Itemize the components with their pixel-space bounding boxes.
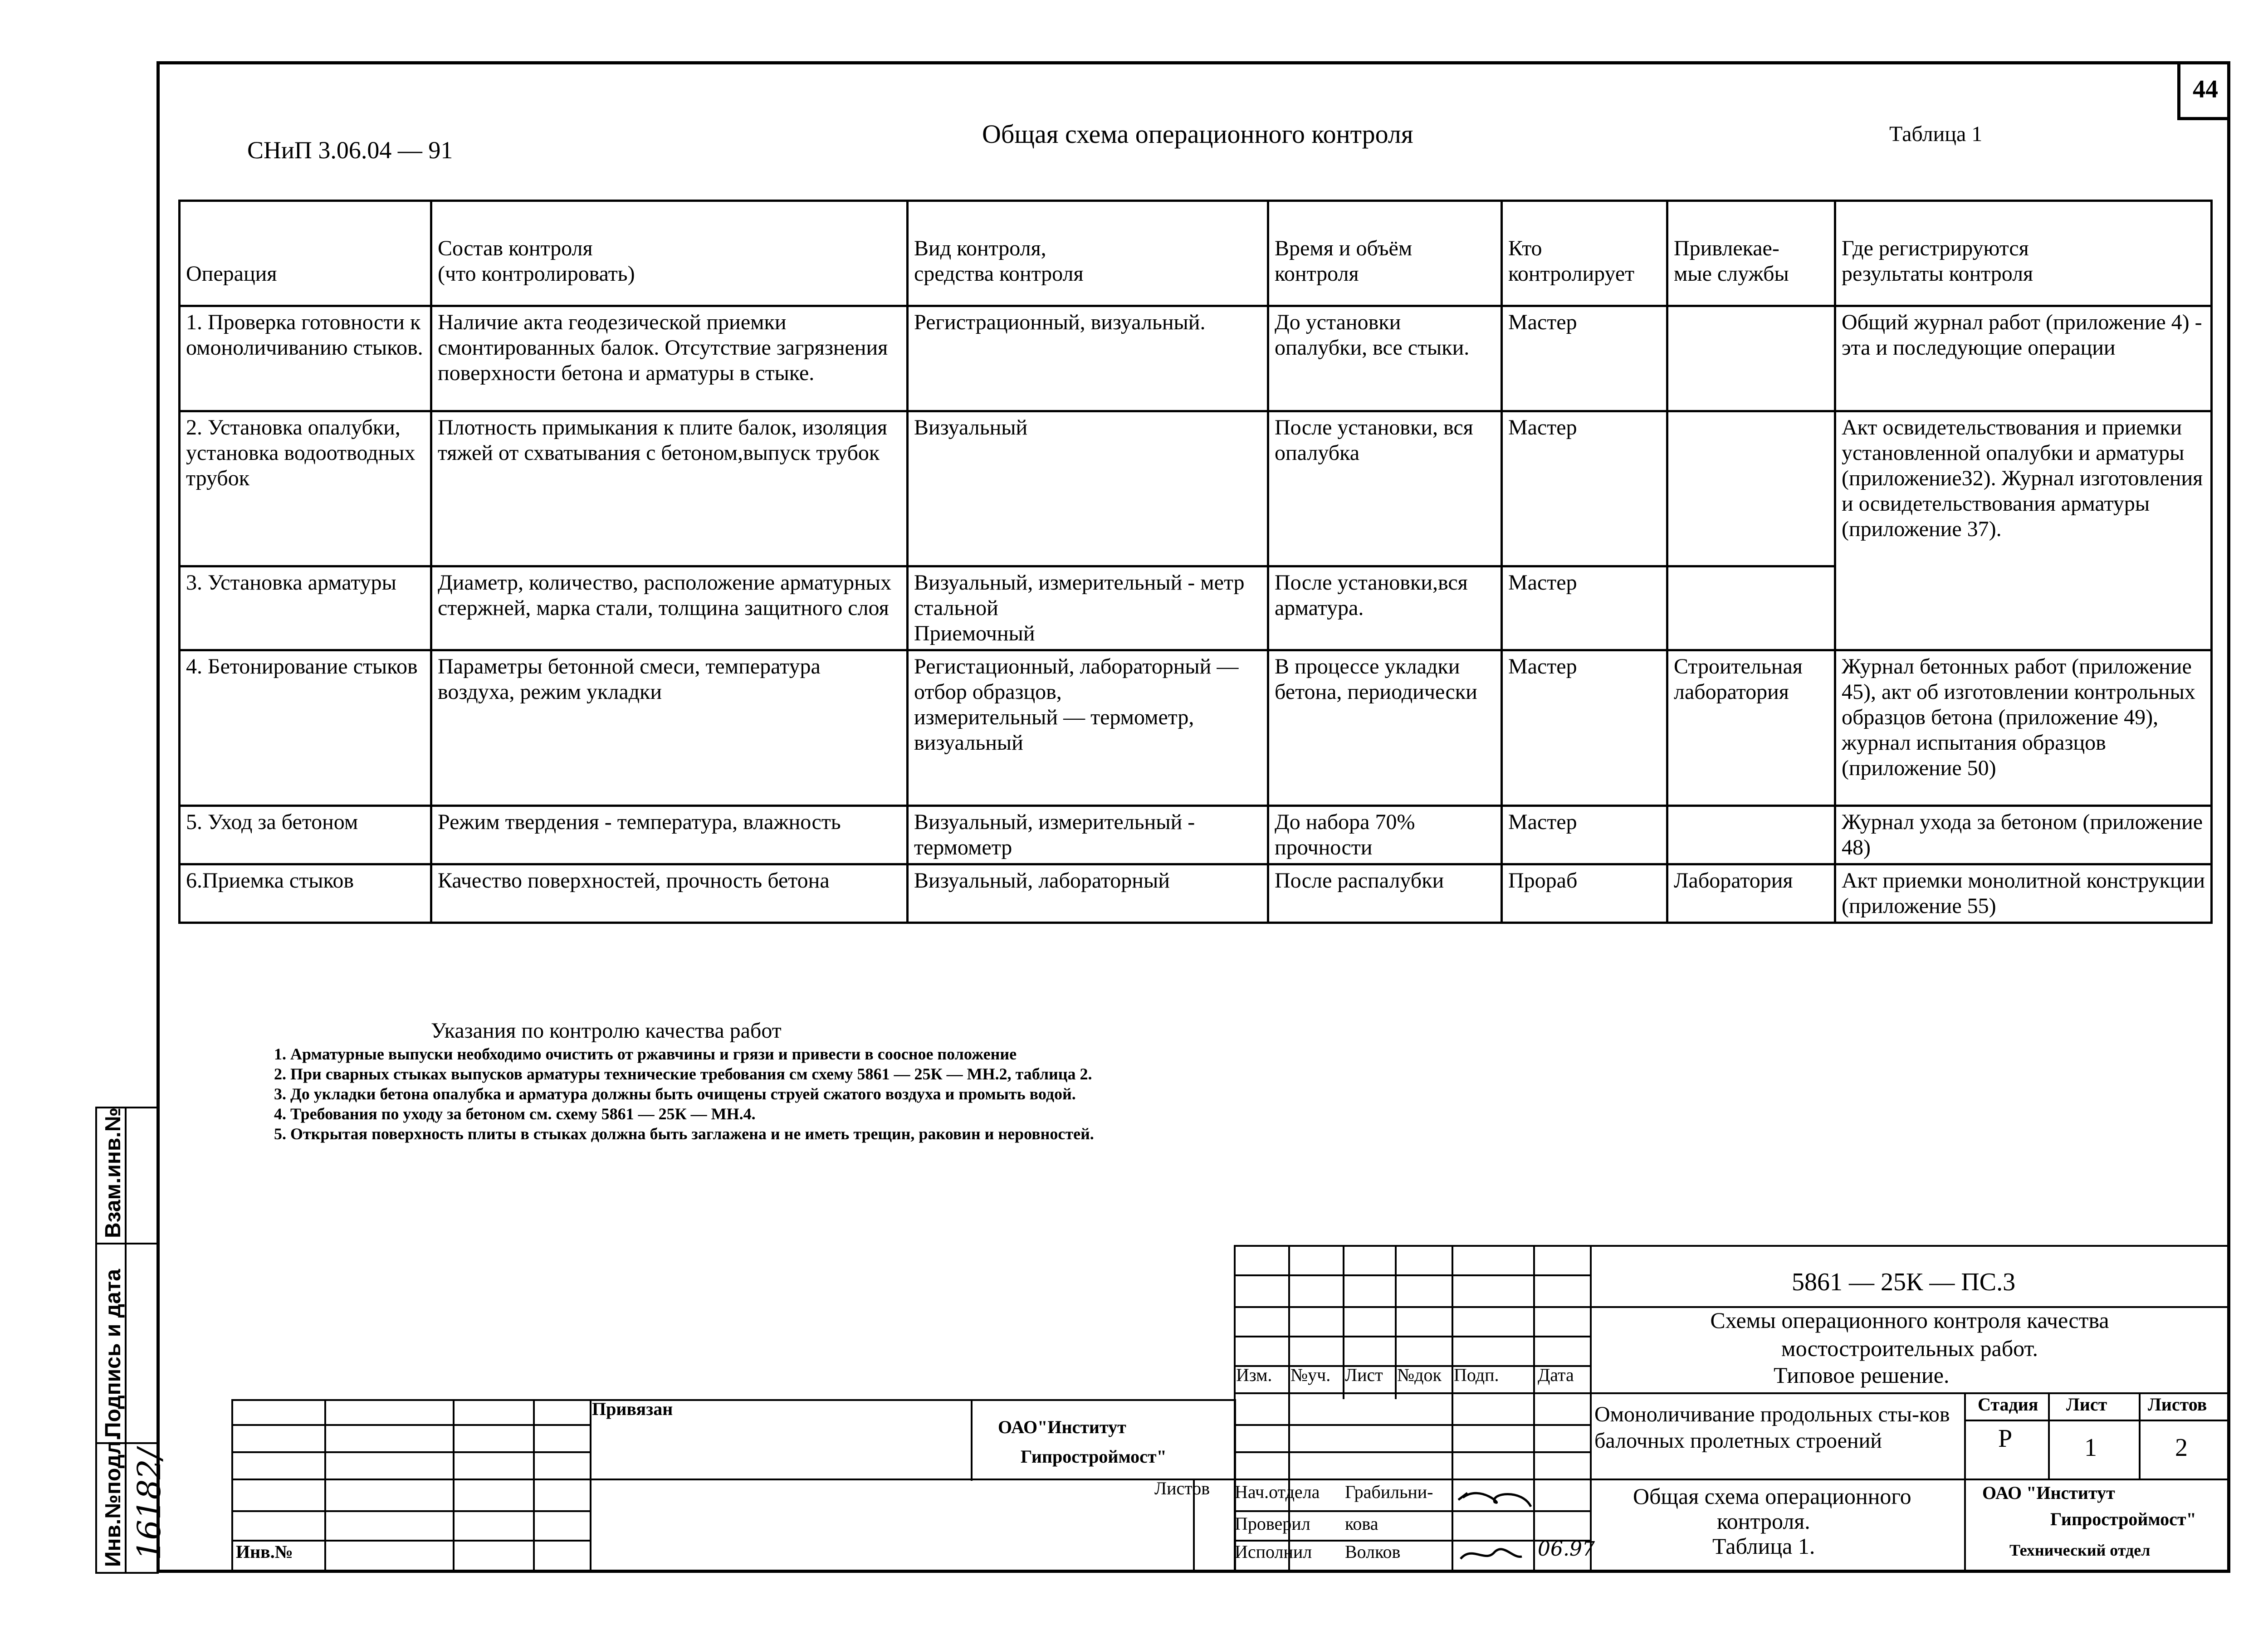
page-title: Общая схема операционного контроля bbox=[982, 119, 1413, 149]
table-cell: Журнал ухода за бетоном (приложение 48) bbox=[1835, 806, 2212, 864]
sheet-label: Лист bbox=[2066, 1394, 2107, 1415]
note-item: 3. До укладки бетона опалубка и арматура должны быть очищены струей сжатого воздуха и промыть водой. bbox=[290, 1084, 1261, 1104]
role-name: Волков bbox=[1345, 1542, 1401, 1562]
table-row bbox=[180, 306, 2212, 411]
doc-title-line2: контроля. bbox=[1717, 1508, 1810, 1534]
table-label: Таблица 1 bbox=[1889, 122, 1983, 146]
table-cell: Мастер bbox=[1502, 306, 1667, 411]
note-item: 4. Требования по уходу за бетоном см. схему 5861 — 25К — МН.4. bbox=[290, 1104, 1261, 1124]
series-title: Схемы операционного контроля качества мостостроительных работ. bbox=[1710, 1308, 2109, 1361]
notes-list bbox=[263, 1044, 1261, 1144]
bind-org-line1: ОАО"Институт bbox=[998, 1417, 1126, 1437]
table-cell: После распалубки bbox=[1268, 864, 1502, 923]
table-cell: Мастер bbox=[1502, 806, 1667, 864]
column-header: Операция bbox=[180, 201, 431, 306]
role-label: Нач.отдела bbox=[1235, 1482, 1320, 1502]
role-name: кова bbox=[1345, 1513, 1378, 1534]
bind-listov-label: Листов bbox=[1154, 1478, 1210, 1498]
privyazan-label: Привязан bbox=[592, 1399, 673, 1419]
table-cell: Строительная лаборатория bbox=[1667, 650, 1835, 806]
table-cell: До установки опалубки, все стыки. bbox=[1268, 306, 1502, 411]
column-header: Привлекае- мые службы bbox=[1667, 201, 1835, 306]
table-cell: Визуальный bbox=[908, 411, 1268, 566]
note-item: 2. При сварных стыках выпусков арматуры технические требования см схему 5861 — 25К — МН.2, таблица 2. bbox=[290, 1064, 1261, 1084]
table-cell: Регистационный, лабораторный — отбор образцов, измерительный — термометр, визуальный bbox=[908, 650, 1268, 806]
inv-number: 16182/ bbox=[131, 1448, 168, 1560]
sheets-label: Листов bbox=[2148, 1394, 2207, 1415]
table-cell: Режим твердения - температура, влажность bbox=[431, 806, 908, 864]
note-item: 1. Арматурные выпуски необходимо очистить от ржавчины и грязи и привести в соосное положение bbox=[290, 1044, 1261, 1064]
column-header: Кто контролирует bbox=[1502, 201, 1667, 306]
table-row bbox=[180, 411, 2212, 566]
doc-title-line3: Таблица 1. bbox=[1712, 1533, 1815, 1559]
table-row bbox=[180, 650, 2212, 806]
table-cell: Наличие акта геодезической приемки смонтированных балок. Отсутствие загрязнения поверхности бетона и арматуры в стыке. bbox=[431, 306, 908, 411]
table-cell: После установки, вся опалубка bbox=[1268, 411, 1502, 566]
table-cell: 2. Установка опалубки, установка водоотводных трубок bbox=[180, 411, 431, 566]
role-label: Проверил bbox=[1235, 1513, 1310, 1534]
rev-header: Дата bbox=[1538, 1365, 1574, 1385]
table-cell: 6.Приемка стыков bbox=[180, 864, 431, 923]
table-cell: Визуальный, измерительный - метр стальной Приемочный bbox=[908, 566, 1268, 650]
rev-header: Подп. bbox=[1454, 1365, 1499, 1385]
sheet-value: 1 bbox=[2084, 1434, 2097, 1462]
table-cell: Регистрационный, визуальный. bbox=[908, 306, 1268, 411]
control-table bbox=[178, 200, 2213, 924]
table-cell: Лаборатория bbox=[1667, 864, 1835, 923]
table-cell: 4. Бетонирование стыков bbox=[180, 650, 431, 806]
doc-title-line1: Общая схема операционного bbox=[1633, 1483, 1911, 1509]
table-cell: 3. Установка арматуры bbox=[180, 566, 431, 650]
role-date: 06.97 bbox=[1538, 1537, 1595, 1561]
table-cell: Акт освидетельствования и приемки установленной опалубки и арматуры (приложение32). Журнал изготовления и освидетельствования арматуры (приложение 37). bbox=[1835, 411, 2212, 650]
table-cell: Мастер bbox=[1502, 650, 1667, 806]
sheets-value: 2 bbox=[2175, 1434, 2188, 1462]
note-item: 5. Открытая поверхность плиты в стыках должна быть заглажена и не иметь трещин, раковин и неровностей. bbox=[290, 1124, 1261, 1144]
column-header: Вид контроля, средства контроля bbox=[908, 201, 1268, 306]
column-header: Время и объём контроля bbox=[1268, 201, 1502, 306]
table-cell: Параметры бетонной смеси, температура воздуха, режим укладки bbox=[431, 650, 908, 806]
table-cell: Мастер bbox=[1502, 566, 1667, 650]
signatures-svg bbox=[1454, 1479, 1590, 1572]
signature-mark bbox=[1461, 1549, 1522, 1559]
table-cell: Акт приемки монолитной конструкции (приложение 55) bbox=[1835, 864, 2212, 923]
role-label: Исполнил bbox=[1235, 1542, 1312, 1562]
inv-podl-label: Инв.№подл. bbox=[101, 1435, 125, 1567]
table-cell: Прораб bbox=[1502, 864, 1667, 923]
rev-header: №док bbox=[1397, 1365, 1442, 1385]
table-cell bbox=[1667, 806, 1835, 864]
document-code: 5861 — 25К — ПС.3 bbox=[1792, 1268, 2016, 1296]
table-cell: 5. Уход за бетоном bbox=[180, 806, 431, 864]
series-subtitle: Типовое решение. bbox=[1774, 1362, 1950, 1388]
rev-header: №уч. bbox=[1290, 1365, 1331, 1385]
table-cell: Визуальный, измерительный - термометр bbox=[908, 806, 1268, 864]
table-cell: Качество поверхностей, прочность бетона bbox=[431, 864, 908, 923]
table-row bbox=[180, 864, 2212, 923]
table-cell: Визуальный, лабораторный bbox=[908, 864, 1268, 923]
table-cell: 1. Проверка готовности к омоноличиванию стыков. bbox=[180, 306, 431, 411]
table-cell bbox=[1667, 411, 1835, 566]
table-cell: Диаметр, количество, расположение арматурных стержней, марка стали, толщина защитного слоя bbox=[431, 566, 908, 650]
table-row bbox=[180, 806, 2212, 864]
signature-date-label: Подпись и дата bbox=[101, 1269, 125, 1438]
table-header-row bbox=[180, 201, 2212, 306]
signature-mark bbox=[1458, 1493, 1531, 1507]
table-cell bbox=[1667, 566, 1835, 650]
table-cell: До набора 70% прочности bbox=[1268, 806, 1502, 864]
object-name: Омоноличивание продольных сты-ков балочных пролетных строений bbox=[1594, 1402, 1950, 1453]
stage-label: Стадия bbox=[1978, 1394, 2038, 1415]
rev-header: Лист bbox=[1345, 1365, 1383, 1385]
table-cell: Журнал бетонных работ (приложение 45), акт об изготовлении контрольных образцов бетона (приложение 49), журнал испытания образцов (приложение 50) bbox=[1835, 650, 2212, 806]
table-cell: В процессе укладки бетона, периодически bbox=[1268, 650, 1502, 806]
notes-title: Указания по контролю качества работ bbox=[431, 1019, 782, 1043]
stage-value: Р bbox=[1998, 1425, 2013, 1453]
table-cell: Мастер bbox=[1502, 411, 1667, 566]
role-name: Грабильни- bbox=[1345, 1482, 1433, 1502]
rev-header: Изм. bbox=[1236, 1365, 1272, 1385]
org-line3: Технический отдел bbox=[2009, 1541, 2151, 1559]
column-header: Где регистрируются результаты контроля bbox=[1835, 201, 2212, 306]
bind-inv-label: Инв.№ bbox=[236, 1542, 293, 1562]
column-header: Состав контроля (что контролировать) bbox=[431, 201, 908, 306]
bind-org-line2: Гипростроймост" bbox=[1021, 1446, 1167, 1467]
table-cell bbox=[1667, 306, 1835, 411]
vzam-inv-label: Взам.инв.№ bbox=[101, 1107, 125, 1238]
table-cell: После установки,вся арматура. bbox=[1268, 566, 1502, 650]
table-cell: Плотность примыкания к плите балок, изоляция тяжей от схватывания с бетоном,выпуск трубок bbox=[431, 411, 908, 566]
org-line2: Гипростроймост" bbox=[2050, 1509, 2196, 1529]
standard-code: СНиП 3.06.04 — 91 bbox=[247, 137, 453, 164]
org-line1: ОАО "Институт bbox=[1982, 1483, 2115, 1503]
page-number: 44 bbox=[2177, 61, 2230, 120]
table-cell: Общий журнал работ (приложение 4) - эта и последующие операции bbox=[1835, 306, 2212, 411]
